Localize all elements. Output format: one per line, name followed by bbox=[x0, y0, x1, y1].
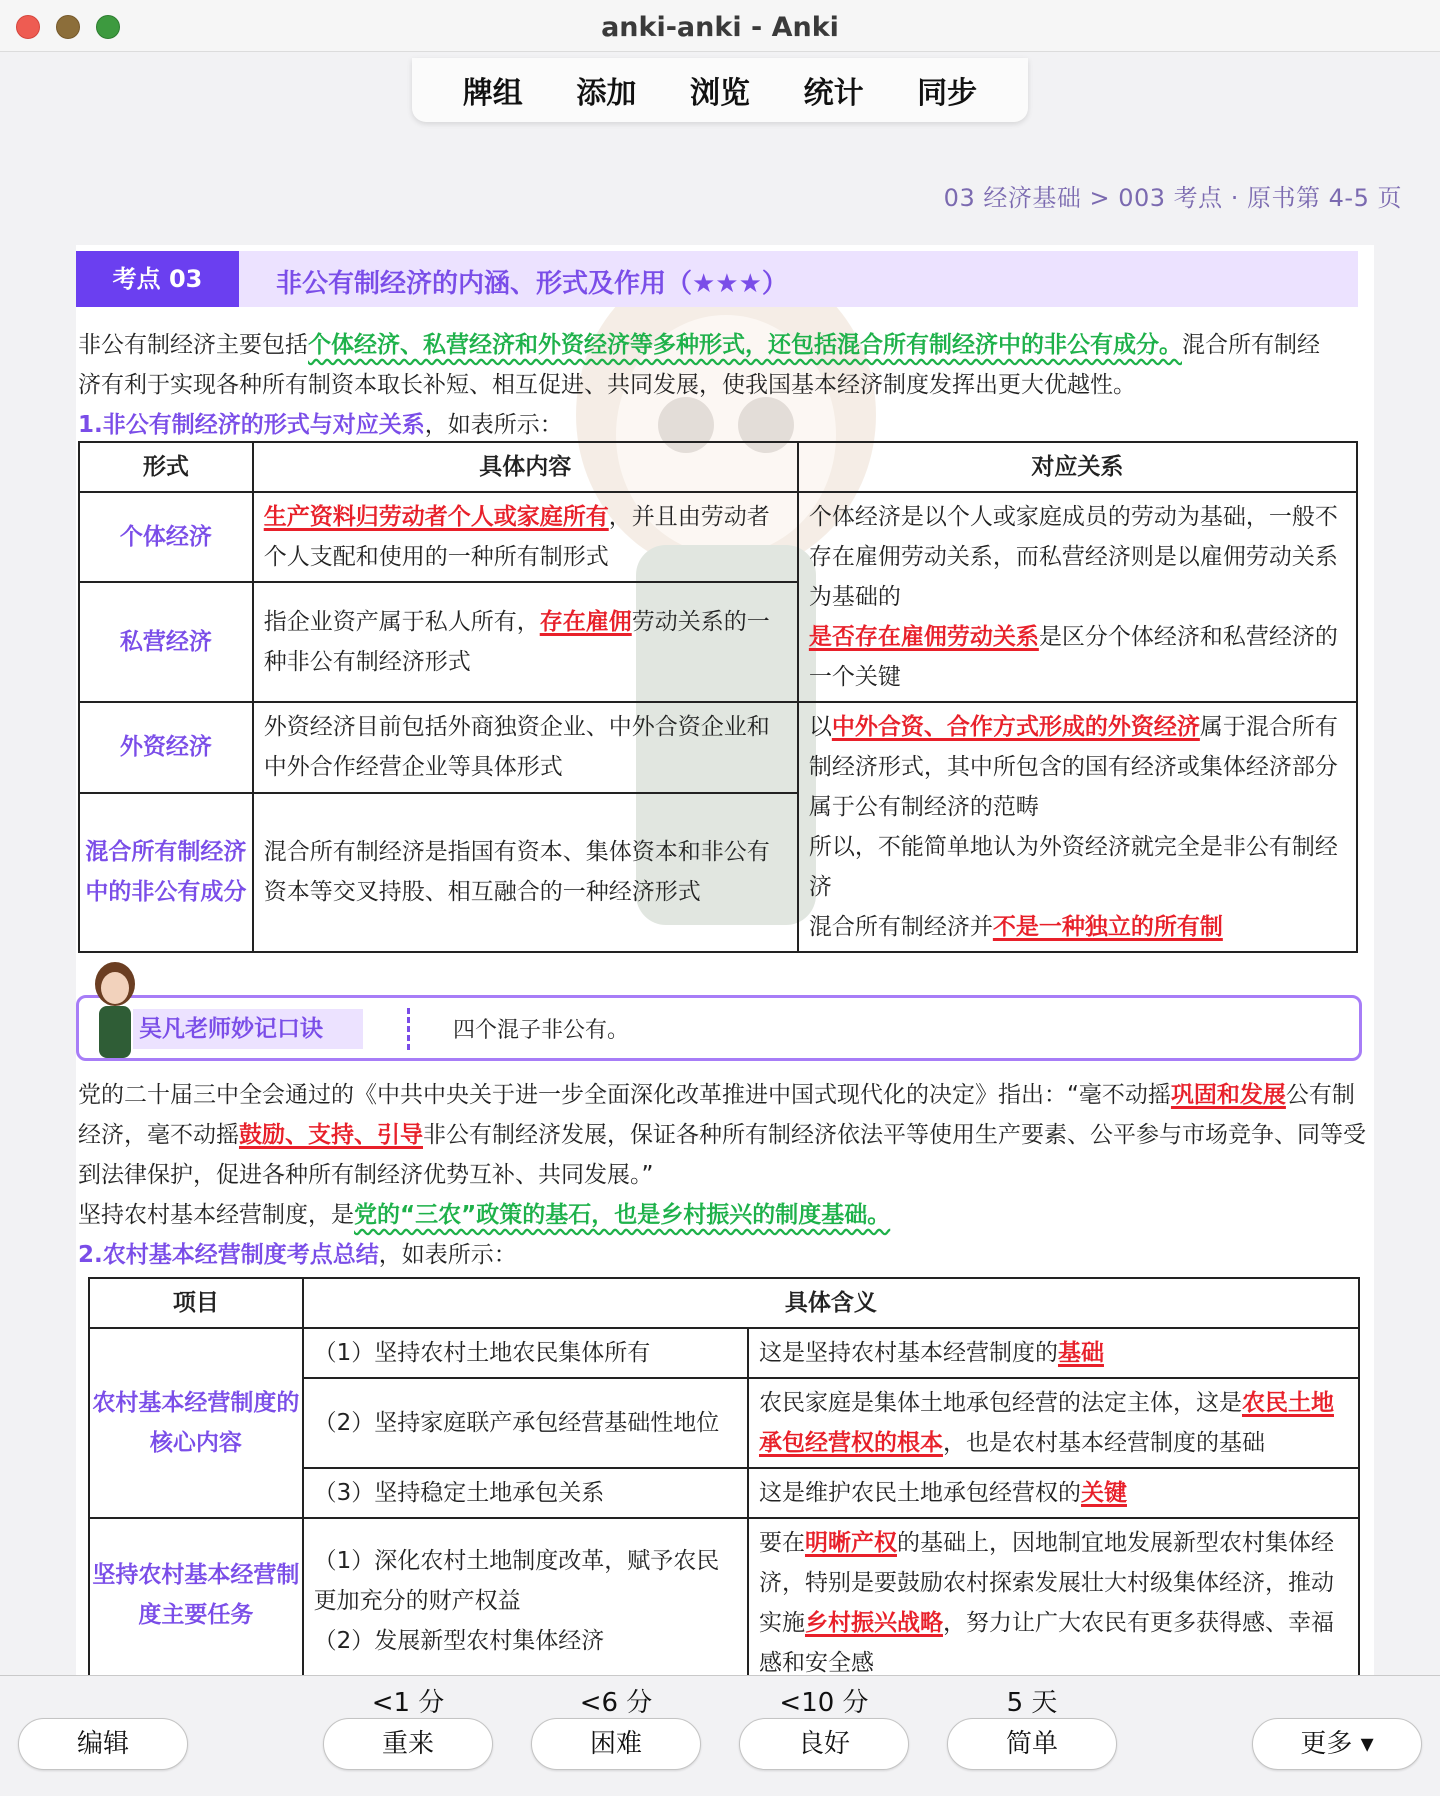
intro-paragraph: 非公有制经济主要包括个体经济、私营经济和外资经济等多种形式，还包括混合所有制经济中的非公有成分。混合所有制经 济有利于实现各种所有制资本取长补短、相互促进、共同发展，使我国基本经济制度发挥出更大优越性。 1.非公有制经济的形式与对应关系，如表所示： bbox=[78, 332, 1320, 438]
heading-badge: 考点 03 bbox=[76, 251, 239, 307]
heading-title: 非公有制经济的内涵、形式及作用（★★★） bbox=[276, 269, 788, 299]
again-button[interactable]: 重来 bbox=[323, 1718, 493, 1770]
table-row: 农村基本经营制度的核心内容 （1）坚持农村土地农民集体所有 这是坚持农村基本经营制度的基础 bbox=[89, 1328, 1359, 1378]
nav-add[interactable]: 添加 bbox=[576, 76, 637, 111]
table-row: 私营经济 指企业资产属于私人所有，存在雇佣劳动关系的一种非公有制经济形式 bbox=[79, 582, 1357, 702]
section2-title: 2.农村基本经营制度考点总结 bbox=[78, 1242, 379, 1268]
title-bar bbox=[0, 0, 1440, 52]
breadcrumb: 03 经济基础 > 003 考点 · 原书第 4-5 页 bbox=[943, 184, 1402, 212]
mnemonic-text: 四个混子非公有。 bbox=[453, 1018, 630, 1043]
table-row: （2）坚持家庭联产承包经营基础性地位 农民家庭是集体土地承包经营的法定主体，这是农民土地承包经营权的根本，也是农村基本经营制度的基础 bbox=[89, 1378, 1359, 1468]
nav-browse[interactable]: 浏览 bbox=[689, 76, 750, 111]
good-button[interactable]: 良好 bbox=[739, 1718, 909, 1770]
table1-header: 对应关系 bbox=[798, 442, 1357, 492]
mnemonic-divider bbox=[407, 1008, 410, 1050]
answer-bar bbox=[0, 1675, 1440, 1796]
card-content bbox=[76, 245, 1374, 1675]
window-title: anki-anki - Anki bbox=[601, 12, 839, 43]
more-button[interactable]: 更多 ▾ bbox=[1252, 1718, 1422, 1770]
hard-button[interactable]: 困难 bbox=[531, 1718, 701, 1770]
mnemonic-label: 吴凡老师妙记口诀 bbox=[133, 1009, 363, 1049]
table1-header: 形式 bbox=[79, 442, 253, 492]
table-row: 坚持农村基本经营制度主要任务 （1）深化农村土地制度改革，赋予农民更加充分的财产权益 （2）发展新型农村集体经济 要在明晰产权的基础上，因地制宜地发展新型农村集体经济，特别是要鼓励农村探索发展壮大村级集体经济，推动实施乡村振兴战略，努力让广大农民有更多获得感、幸福感和安全感 bbox=[89, 1518, 1359, 1675]
hard-interval: <6 分 bbox=[579, 1688, 653, 1718]
easy-interval: 5 天 bbox=[1006, 1688, 1058, 1718]
table-row: 个体经济 生产资料归劳动者个人或家庭所有，并且由劳动者个人支配和使用的一种所有制形式 个体经济是以个人或家庭成员的劳动为基础，一般不存在雇佣劳动关系，而私营经济则是以雇佣劳动关系为基础的 是否存在雇佣劳动关系是区分个体经济和私营经济的一个关键 bbox=[79, 492, 1357, 582]
table-row: （3）坚持稳定土地承包关系 这是维护农民土地承包经营权的关键 bbox=[89, 1468, 1359, 1518]
good-interval: <10 分 bbox=[779, 1688, 869, 1718]
nav-stats[interactable]: 统计 bbox=[803, 76, 864, 111]
section-heading bbox=[76, 251, 1358, 307]
table2-header: 具体含义 bbox=[303, 1278, 1359, 1328]
edit-button[interactable]: 编辑 bbox=[18, 1718, 188, 1770]
rural-system-table bbox=[88, 1277, 1360, 1675]
table-row: 混合所有制经济中的非公有成分 混合所有制经济是指国有资本、集体资本和非公有资本等交叉持股、相互融合的一种经济形式 bbox=[79, 793, 1357, 952]
table2-header: 项目 bbox=[89, 1278, 303, 1328]
decision-paragraph: 党的二十届三中全会通过的《中共中央关于进一步全面深化改革推进中国式现代化的决定》指出：“毫不动摇巩固和发展公有制经济，毫不动摇鼓励、支持、引导非公有制经济发展，保证各种所有制经济依法平等使用生产要素、公平参与市场竞争、同等受到法律保护，促进各种所有制经济优势互补、共同发展。” 坚持农村基本经营制度，是党的“三农”政策的基石，也是乡村振兴的制度基础。 2.农村基本经营制度考点总结，如表所示： bbox=[78, 1082, 1366, 1268]
nav-sync[interactable]: 同步 bbox=[917, 76, 978, 111]
table1-header: 具体内容 bbox=[253, 442, 798, 492]
reviewer-area[interactable] bbox=[0, 130, 1440, 1675]
forms-table bbox=[78, 441, 1358, 953]
nav-decks[interactable]: 牌组 bbox=[462, 76, 523, 111]
easy-button[interactable]: 简单 bbox=[947, 1718, 1117, 1770]
mnemonic-box bbox=[76, 995, 1362, 1061]
section1-title: 1.非公有制经济的形式与对应关系 bbox=[78, 412, 425, 438]
again-interval: <1 分 bbox=[371, 1688, 445, 1718]
top-toolbar bbox=[412, 58, 1028, 122]
table-row: 外资经济 外资经济目前包括外商独资企业、中外合资企业和中外合作经营企业等具体形式 以中外合资、合作方式形成的外资经济属于混合所有制经济形式，其中所包含的国有经济或集体经济部分属于公有制经济的范畴 所以，不能简单地认为外资经济就完全是非公有制经济 混合所有制经济并不是一种独立的所有制 bbox=[79, 702, 1357, 793]
